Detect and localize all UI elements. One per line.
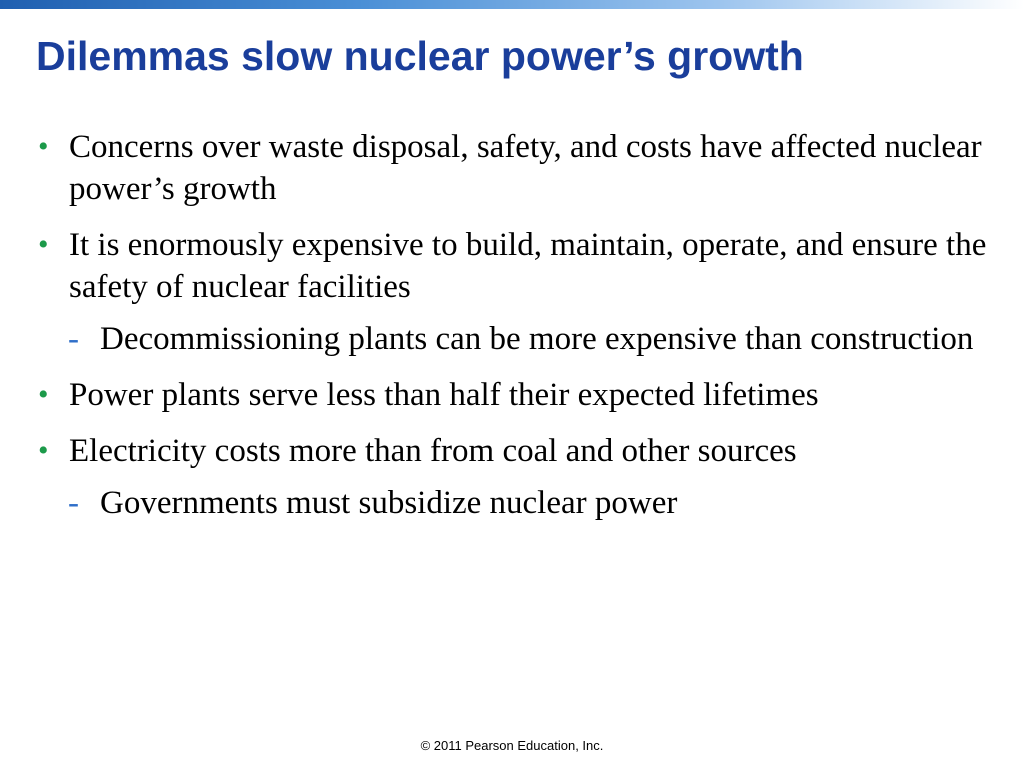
copyright-footer: © 2011 Pearson Education, Inc. [420,738,604,753]
bullet-dot-icon: • [38,434,49,467]
bullet-dot-icon: • [38,378,49,411]
bullet-item-electricity-costs [38,430,998,472]
dash-icon: - [68,321,79,357]
dash-icon: - [68,485,79,521]
bullet-dot-icon: • [38,228,49,261]
bullet-text: Concerns over waste disposal, safety, and costs have affected nuclear power’s growth [69,129,982,207]
bullet-item-expensive-facilities [38,224,998,308]
bullet-text: Power plants serve less than half their expected lifetimes [69,377,819,413]
bullet-text: It is enormously expensive to build, maintain, operate, and ensure the safety of nuclear facilities [69,227,987,305]
sub-bullet-text: Decommissioning plants can be more expensive than construction [100,321,974,357]
sub-bullet-decommissioning [38,318,998,360]
bullet-item-waste-safety-costs [38,126,998,210]
bullet-list [38,126,998,538]
top-accent-bar [0,0,1024,9]
bullet-item-plant-lifetimes [38,374,998,416]
sub-bullet-text: Governments must subsidize nuclear power [100,485,678,521]
slide-title: Dilemmas slow nuclear power’s growth [36,33,804,79]
bullet-text: Electricity costs more than from coal and other sources [69,433,797,469]
bullet-dot-icon: • [38,130,49,163]
sub-bullet-subsidize [38,482,998,524]
